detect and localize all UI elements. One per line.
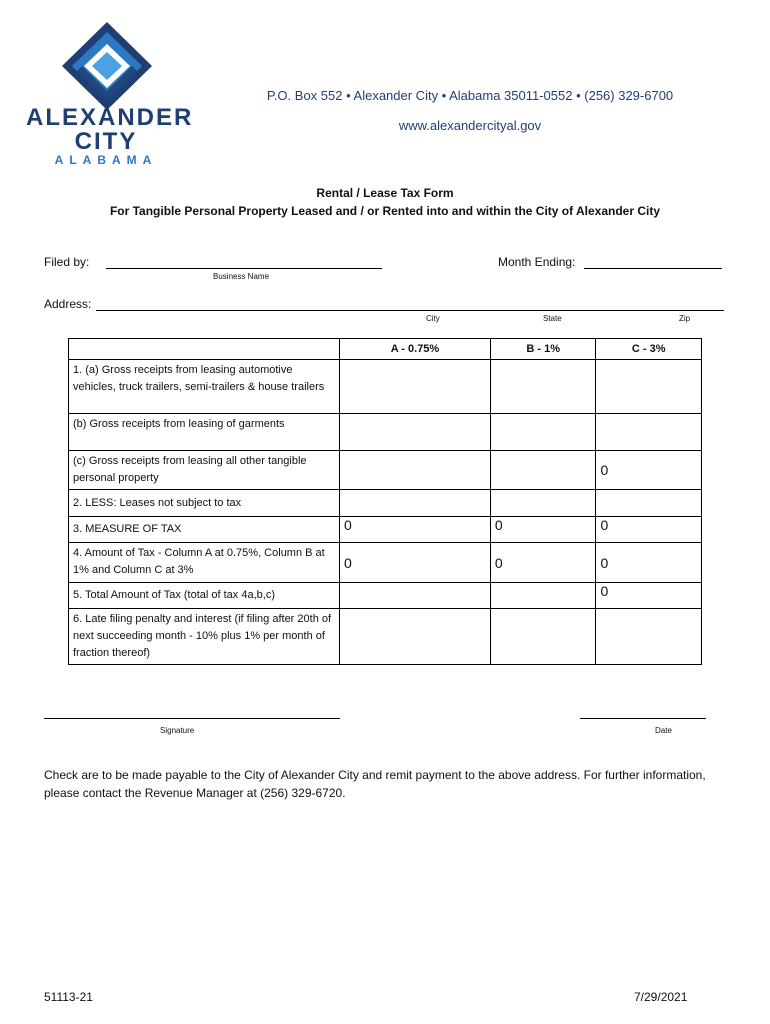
month-ending-field[interactable] (584, 268, 722, 269)
form-subtitle: For Tangible Personal Property Leased and / or Rented into and within the City of Alexander City (109, 204, 661, 218)
cell-1b-col-a[interactable] (340, 414, 491, 451)
row-label-1c: (c) Gross receipts from leasing all other tangible personal property (69, 451, 340, 490)
cell-1a-col-a[interactable] (340, 360, 491, 414)
logo-word-city: CITY (74, 128, 138, 155)
table-row (69, 414, 702, 451)
signature-caption: Signature (160, 726, 195, 735)
cell-5-col-a[interactable] (340, 583, 491, 609)
cell-1a-col-b[interactable] (490, 360, 596, 414)
payment-note: Check are to be made payable to the City of Alexander City and remit payment to the above address. For further information, please contact the Revenue Manager at (256) 329-6720. (44, 768, 706, 800)
header-website-link[interactable]: www.alexandercityal.gov (398, 118, 542, 133)
cell-2-col-c[interactable] (596, 490, 702, 517)
form-number: 51113-21 (44, 990, 93, 1004)
row-label-1a: 1. (a) Gross receipts from leasing automotive vehicles, truck trailers, semi-trailers & house trailers (69, 360, 340, 414)
table-row (69, 543, 702, 583)
logo-word-alexander: ALEXANDER (26, 104, 194, 131)
business-name-caption: Business Name (213, 272, 270, 281)
table-row (69, 490, 702, 517)
header-address: P.O. Box 552 • Alexander City • Alabama 35011-0552 • (256) 329-6700 (266, 88, 674, 103)
column-header-a: A - 0.75% (340, 339, 491, 360)
cell-3-col-c[interactable]: 0 (596, 517, 702, 543)
column-header-c: C - 3% (596, 339, 702, 360)
date-field[interactable] (580, 718, 706, 719)
header-blank-cell (69, 339, 340, 360)
cell-6-col-a[interactable] (340, 609, 491, 665)
column-header-b: B - 1% (490, 339, 596, 360)
city-caption: City (426, 314, 440, 323)
cell-6-col-b[interactable] (490, 609, 596, 665)
business-name-field[interactable] (106, 268, 382, 269)
cell-1b-col-c[interactable] (596, 414, 702, 451)
row-label-4: 4. Amount of Tax - Column A at 0.75%, Column B at 1% and Column C at 3% (69, 543, 340, 583)
state-caption: State (543, 314, 562, 323)
table-row (69, 517, 702, 543)
cell-6-col-c[interactable] (596, 609, 702, 665)
address-field[interactable] (96, 310, 724, 311)
form-revision-date: 7/29/2021 (634, 990, 688, 1004)
row-label-6: 6. Late filing penalty and interest (if filing after 20th of next succeeding month - 10% plus 1% per month of fraction thereof) (69, 609, 340, 665)
table-row (69, 583, 702, 609)
signature-field[interactable] (44, 718, 340, 719)
form-title: Rental / Lease Tax Form (316, 186, 454, 200)
row-label-1b: (b) Gross receipts from leasing of garments (69, 414, 340, 451)
row-label-5: 5. Total Amount of Tax (total of tax 4a,b,c) (69, 583, 340, 609)
table-header-row (69, 339, 702, 360)
cell-1b-col-b[interactable] (490, 414, 596, 451)
date-caption: Date (655, 726, 672, 735)
tax-table (68, 338, 702, 665)
address-label: Address: (44, 297, 92, 311)
cell-1c-col-a[interactable] (340, 451, 491, 490)
table-row (69, 609, 702, 665)
cell-3-col-b[interactable]: 0 (490, 517, 596, 543)
filed-by-label: Filed by: (44, 255, 90, 269)
row-label-3: 3. MEASURE OF TAX (69, 517, 340, 543)
logo-word-alabama: ALABAMA (54, 153, 158, 167)
cell-4-col-b[interactable]: 0 (490, 543, 596, 583)
cell-5-col-b[interactable] (490, 583, 596, 609)
cell-1c-col-b[interactable] (490, 451, 596, 490)
cell-1c-col-c[interactable]: 0 (596, 451, 702, 490)
row-label-2: 2. LESS: Leases not subject to tax (69, 490, 340, 517)
cell-4-col-a[interactable]: 0 (340, 543, 491, 583)
cell-4-col-c[interactable]: 0 (596, 543, 702, 583)
cell-5-col-c[interactable]: 0 (596, 583, 702, 609)
table-row (69, 451, 702, 490)
table-row (69, 360, 702, 414)
cell-2-col-a[interactable] (340, 490, 491, 517)
month-ending-label: Month Ending: (498, 255, 576, 269)
cell-1a-col-c[interactable] (596, 360, 702, 414)
cell-2-col-b[interactable] (490, 490, 596, 517)
cell-3-col-a[interactable]: 0 (340, 517, 491, 543)
zip-caption: Zip (679, 314, 691, 323)
